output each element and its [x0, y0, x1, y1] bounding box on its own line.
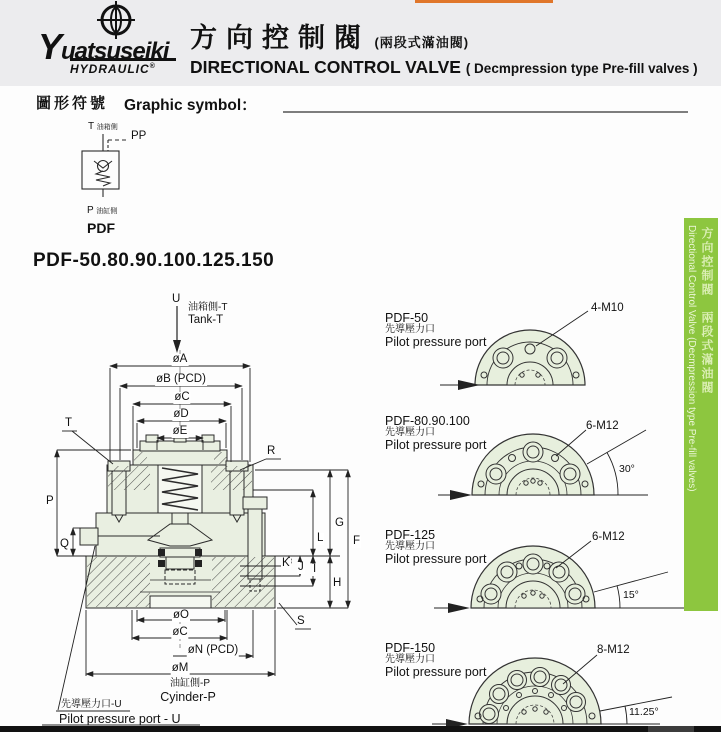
pilot-port-label-en: Pilot pressure port - U	[59, 712, 181, 726]
dim-r: R	[267, 445, 276, 457]
title-chinese-note: (兩段式滿油閥)	[374, 35, 470, 50]
footer-bar-segment	[648, 726, 694, 732]
flange2-model: PDF-80.90.100	[385, 414, 470, 428]
flange2-port-en: Pilot pressure port	[385, 438, 487, 452]
dim-c2: øC	[172, 626, 188, 638]
registered-mark: ®	[149, 63, 156, 70]
u-port-label: U	[172, 293, 181, 305]
dim-d: øD	[173, 408, 189, 420]
sidebar-title-en: Directional Control Valve (Decmpression type Pre-fill valves)	[686, 225, 697, 492]
flange1-model: PDF-50	[385, 311, 429, 325]
symbol-name: PDF	[87, 220, 115, 236]
flange4-model: PDF-150	[385, 641, 436, 655]
title-english-note: ( Decmpression type Pre-fill valves )	[465, 61, 698, 76]
flange2-port-zh: 先導壓力口	[385, 427, 435, 438]
tank-label-en: Tank-T	[188, 314, 224, 326]
dim-f: F	[353, 535, 361, 547]
title-chinese: 方向控制閥	[190, 23, 370, 53]
pilot-port-label-zh: 先導壓力口-U	[61, 699, 122, 710]
flange1-bolt-spec: 4-M10	[591, 302, 624, 314]
model-series-heading: PDF-50.80.90.100.125.150	[33, 250, 275, 271]
flange3-port-zh: 先導壓力口	[385, 541, 435, 552]
graphic-symbol-heading-zh: 圖形符號	[36, 95, 109, 112]
dim-n: øN (PCD)	[187, 644, 239, 656]
flange3-angle: 15°	[623, 589, 639, 601]
dim-a: øA	[172, 353, 188, 365]
flange4-port-zh: 先導壓力口	[385, 654, 435, 665]
brand-name: Yuatsuseiki	[38, 26, 169, 67]
symbol-pp-label: PP	[131, 130, 147, 142]
dim-t: T	[65, 417, 73, 429]
flange1-port-en: Pilot pressure port	[385, 335, 487, 349]
flange4-port-en: Pilot pressure port	[385, 665, 487, 679]
cylinder-label-zh: 油缸側-P	[170, 678, 210, 689]
flange2-angle: 30°	[619, 463, 635, 475]
flange3-model: PDF-125	[385, 528, 436, 542]
page-footer-bar	[0, 726, 721, 732]
dim-m: øM	[171, 662, 189, 674]
dim-e: øE	[172, 425, 188, 437]
brand-sub: HYDRAULIC®	[70, 58, 176, 76]
dim-b: øB (PCD)	[156, 373, 206, 385]
dim-i: I	[313, 563, 317, 575]
flange3-port-en: Pilot pressure port	[385, 552, 487, 566]
sidebar-title-zh: 方向控制閥 兩段式滿油閥	[700, 227, 714, 395]
flange4-bolt-spec: 8-M12	[597, 644, 630, 656]
flange3-bolt-spec: 6-M12	[592, 531, 625, 543]
dim-q: Q	[60, 538, 69, 550]
dim-l: L	[317, 532, 324, 544]
cylinder-label-en: Cyinder-P	[160, 690, 216, 704]
title-english: DIRECTIONAL CONTROL VALVE	[190, 57, 461, 77]
graphic-symbol-heading-en: Graphic symbol：	[124, 97, 257, 114]
flange2-bolt-spec: 6-M12	[586, 420, 619, 432]
dim-p: P	[46, 495, 54, 507]
dim-h: H	[333, 577, 342, 589]
flange1-port-zh: 先導壓力口	[385, 324, 435, 335]
dim-k: K	[282, 557, 290, 569]
dim-c: øC	[174, 391, 190, 403]
flange4-angle: 11.25°	[629, 706, 659, 718]
dim-g: G	[335, 517, 344, 529]
dim-o: øO	[173, 609, 189, 621]
symbol-t-label: T 油箱側	[88, 121, 118, 132]
tank-label-zh: 油箱側-T	[188, 302, 228, 313]
symbol-p-label: P 油缸側	[87, 205, 118, 216]
dim-j: J	[298, 561, 304, 573]
section-tab-sidebar	[684, 218, 718, 611]
dim-s: S	[297, 615, 305, 627]
